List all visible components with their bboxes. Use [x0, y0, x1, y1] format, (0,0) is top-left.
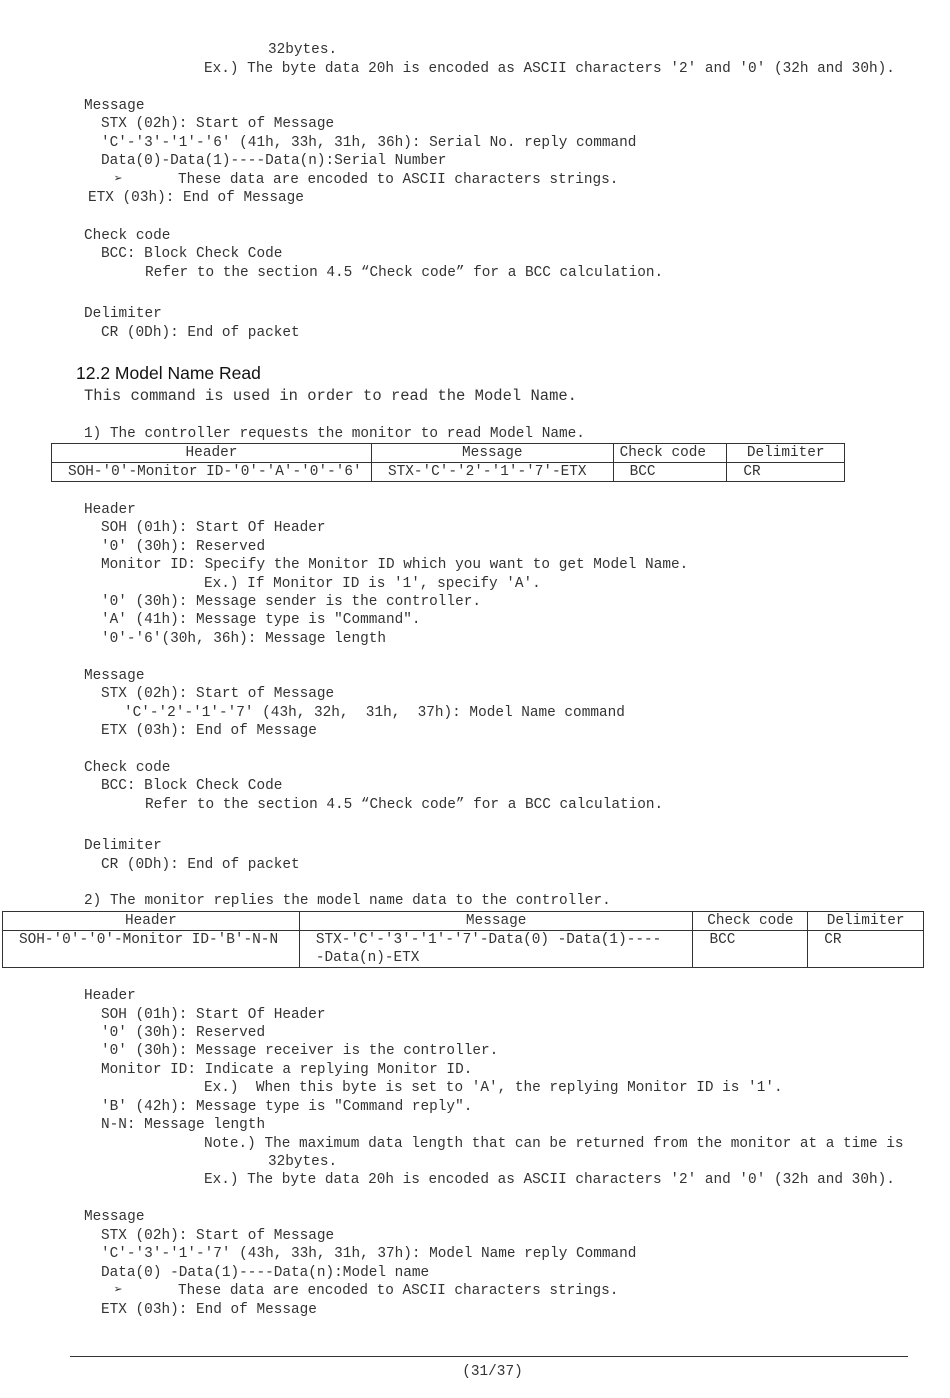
check-code-label: Check code — [84, 228, 171, 244]
table-header-cell: Delimiter — [808, 912, 924, 931]
footer-divider — [70, 1356, 908, 1357]
soh-line: SOH (01h): Start Of Header — [101, 1007, 326, 1023]
message-label: Message — [84, 98, 145, 114]
command-line: 'C'-'3'-'1'-'6' (41h, 33h, 31h, 36h): Serial No. reply command — [101, 135, 637, 151]
monitor-id-line: Monitor ID: Specify the Monitor ID which you want to get Model Name. — [101, 557, 689, 573]
page-number: (31/37) — [462, 1364, 523, 1380]
table-cell: SOH-'0'-'0'-Monitor ID-'B'-N-N — [3, 931, 300, 968]
bullet-arrow-icon: ➢ — [114, 1283, 123, 1299]
table-header-cell: Check code — [613, 444, 727, 463]
bullet-text: These data are encoded to ASCII characters strings. — [178, 172, 619, 188]
reserved-line: '0' (30h): Reserved — [101, 539, 266, 555]
soh-line: SOH (01h): Start Of Header — [101, 520, 326, 536]
table-cell: CR — [727, 463, 845, 482]
receiver-line: '0' (30h): Message receiver is the controller. — [101, 1043, 499, 1059]
section-title: 12.2 Model Name Read — [76, 363, 261, 383]
table-header-cell: Message — [371, 444, 613, 463]
bcc-line: BCC: Block Check Code — [101, 778, 283, 794]
reply-caption: 2) The monitor replies the model name data to the controller. — [84, 893, 611, 909]
table-header-cell: Delimiter — [727, 444, 845, 463]
example-line: Ex.) The byte data 20h is encoded as ASCII characters '2' and '0' (32h and 30h). — [204, 1172, 895, 1188]
data-line: Data(0) -Data(1)----Data(n):Model name — [101, 1265, 430, 1281]
type-line: 'A' (41h): Message type is "Command". — [101, 612, 421, 628]
type-line: 'B' (42h): Message type is "Command reply". — [101, 1099, 473, 1115]
monitor-id-example: Ex.) If Monitor ID is '1', specify 'A'. — [204, 576, 541, 592]
command-line: 'C'-'3'-'1'-'7' (43h, 33h, 31h, 37h): Model Name reply Command — [101, 1246, 637, 1262]
request-table-header-row — [52, 444, 845, 463]
example-line: Ex.) The byte data 20h is encoded as ASCII characters '2' and '0' (32h and 30h). — [204, 61, 895, 77]
table-header-cell: Header — [52, 444, 372, 463]
bullet-arrow-icon: ➢ — [114, 172, 123, 188]
note-continuation: 32bytes. — [268, 42, 338, 58]
check-code-label: Check code — [84, 760, 171, 776]
message-label: Message — [84, 1209, 145, 1225]
monitor-id-example: Ex.) When this byte is set to 'A', the replying Monitor ID is '1'. — [204, 1080, 783, 1096]
table-cell: CR — [808, 931, 924, 968]
table-header-cell: Message — [299, 912, 693, 931]
length-line: '0'-'6'(30h, 36h): Message length — [101, 631, 386, 647]
cr-line: CR (0Dh): End of packet — [101, 325, 300, 341]
data-line: Data(0)-Data(1)----Data(n):Serial Number — [101, 153, 447, 169]
etx-line: ETX (03h): End of Message — [101, 723, 317, 739]
stx-line: STX (02h): Start of Message — [101, 1228, 335, 1244]
reply-table-header-row — [3, 912, 924, 931]
table-cell: STX-'C'-'2'-'1'-'7'-ETX — [371, 463, 613, 482]
sender-line: '0' (30h): Message sender is the controller. — [101, 594, 481, 610]
bcc-line: BCC: Block Check Code — [101, 246, 283, 262]
stx-line: STX (02h): Start of Message — [101, 116, 335, 132]
table-cell: SOH-'0'-Monitor ID-'0'-'A'-'0'-'6' — [52, 463, 372, 482]
command-line: 'C'-'2'-'1'-'7' (43h, 32h, 31h, 37h): Model Name command — [124, 705, 625, 721]
cr-line: CR (0Dh): End of packet — [101, 857, 300, 873]
stx-line: STX (02h): Start of Message — [101, 686, 335, 702]
table-row — [52, 463, 845, 482]
table-header-cell: Check code — [693, 912, 808, 931]
table-cell: BCC — [613, 463, 727, 482]
delimiter-label: Delimiter — [84, 306, 162, 322]
header-label: Header — [84, 502, 136, 518]
table-cell: BCC — [693, 931, 808, 968]
section-intro: This command is used in order to read the Model Name. — [84, 387, 577, 405]
table-row — [3, 931, 924, 968]
message-label: Message — [84, 668, 145, 684]
request-table — [51, 443, 845, 482]
etx-line: ETX (03h): End of Message — [88, 190, 304, 206]
reserved-line: '0' (30h): Reserved — [101, 1025, 266, 1041]
monitor-id-line: Monitor ID: Indicate a replying Monitor ID. — [101, 1062, 473, 1078]
bullet-text: These data are encoded to ASCII characters strings. — [178, 1283, 619, 1299]
length-line: N-N: Message length — [101, 1117, 266, 1133]
reply-table — [2, 911, 924, 968]
bcc-reference: Refer to the section 4.5 “Check code” for a BCC calculation. — [145, 265, 664, 281]
etx-line: ETX (03h): End of Message — [101, 1302, 317, 1318]
bcc-reference: Refer to the section 4.5 “Check code” for a BCC calculation. — [145, 797, 664, 813]
delimiter-label: Delimiter — [84, 838, 162, 854]
table-cell: STX-'C'-'3'-'1'-'7'-Data(0) -Data(1)---- -Data(n)-ETX — [299, 931, 693, 968]
table-header-cell: Header — [3, 912, 300, 931]
note-continuation: 32bytes. — [268, 1154, 338, 1170]
header-label: Header — [84, 988, 136, 1004]
note-line: Note.) The maximum data length that can be returned from the monitor at a time is — [204, 1136, 904, 1152]
request-caption: 1) The controller requests the monitor to read Model Name. — [84, 426, 585, 442]
